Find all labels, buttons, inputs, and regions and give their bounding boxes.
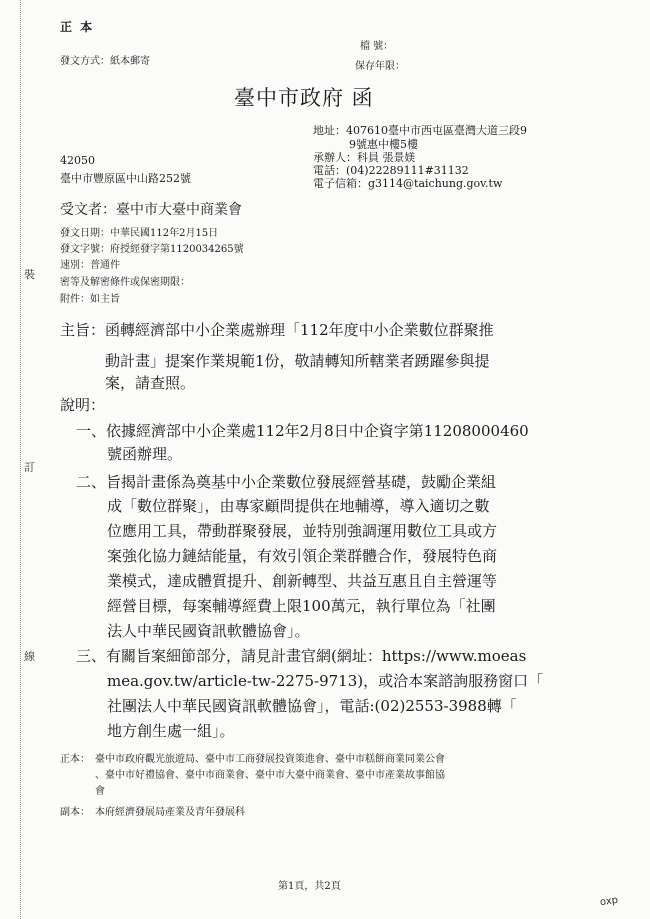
document-title: 臺中市政府 函 [234,86,374,110]
sender-email: 電子信箱：g3114@taichung.gov.tw [313,177,503,190]
cc-copy-label: 副本： [60,807,90,818]
subject-line-2: 動計畫」提案作業規範1份，敬請轉知所轄業者踴躍參與提 [105,352,490,370]
cc-original-line-3: 會 [95,786,105,797]
item-3-line-2: mea.gov.tw/article-tw-2275-9713)，或洽本案諮詢服務窗口「 [107,672,544,690]
item-3-line-3: 社團法人中華民國資訊軟體協會」，電話:(02)2553-3988轉「 [107,697,517,715]
secrecy-level: 密等及解密條件或保密期限： [60,277,190,288]
binding-line [20,0,21,919]
file-number-label: 檔 號： [360,41,394,52]
sender-contact: 承辦人：科員 張景媄 [313,151,416,164]
sender-address-line1: 地址：407610臺中市西屯區臺灣大道三段9 [313,124,527,137]
document-number: 發文字號：府授經發字第1120034265號 [60,244,244,255]
retention-label: 保存年限： [355,61,405,72]
item-2-line-5: 業模式，達成體質提升、創新轉型、共益互惠且自主營運等 [107,572,498,590]
cc-original-label: 正本： [60,754,90,765]
recipient-postal-code: 42050 [60,154,95,167]
cc-copy-line: 本府經濟發展局產業及青年發展科 [95,807,245,818]
item-3-line-1: 三、有關旨案細節部分，請見計畫官網(網址：https://www.moeas [76,647,527,665]
item-1-line-1: 一、依據經濟部中小企業處112年2月8日中企資字第11208000460 [76,422,529,440]
subject-line-1: 主旨：函轉經濟部中小企業處辦理「112年度中小企業數位群聚推 [60,321,494,339]
binding-mark-xian: 線 [24,650,35,663]
copy-type: 正 本 [60,20,95,34]
sender-phone: 電話：(04)22289111#31132 [313,164,469,177]
cc-original-line-2: 、臺中市好禮協會、臺中市商業會、臺中市大臺中商業會、臺中市產業故事館協 [95,770,445,781]
item-1-line-2: 號函辦理。 [107,445,183,463]
subject-line-3: 案，請查照。 [105,374,196,392]
send-method: 發文方式：紙本郵寄 [60,56,150,67]
explanation-label: 說明： [60,396,106,414]
recipient-name: 受文者：臺中市大臺中商業會 [60,202,242,218]
issue-date: 發文日期：中華民國112年2月15日 [60,228,219,239]
binding-mark-ding: 訂 [24,461,35,474]
speed-class: 速別：普通件 [60,260,120,271]
item-3-line-4: 地方創生處一組」。 [107,722,235,740]
page-number: 第1頁，共2頁 [278,881,341,892]
attachment: 附件：如主旨 [60,294,120,305]
cc-original-line-1: 臺中市政府觀光旅遊局、臺中市工商發展投資策進會、臺中市糕餅商業同業公會 [95,754,445,765]
item-2-line-4: 案強化協力鏈結能量，有效引領企業群體合作，發展特色商 [107,547,498,565]
binding-mark-zhuang: 裝 [24,268,35,281]
handwritten-mark: oxp [599,894,619,909]
item-2-line-7: 法人中華民國資訊軟體協會」。 [107,622,310,640]
item-2-line-6: 經營目標，每案輔導經費上限100萬元，執行單位為「社團 [107,597,496,615]
sender-address-line2: 9號惠中樓5樓 [349,138,418,151]
item-2-line-1: 二、旨揭計畫係為奠基中小企業數位發展經營基礎，鼓勵企業組 [76,473,497,491]
recipient-address: 臺中市豐原區中山路252號 [60,172,191,185]
item-2-line-2: 成「數位群聚」，由專家顧問提供在地輔導，導入適切之數 [107,497,490,515]
item-2-line-3: 位應用工具，帶動群聚發展，並特別強調運用數位工具或方 [107,522,498,540]
